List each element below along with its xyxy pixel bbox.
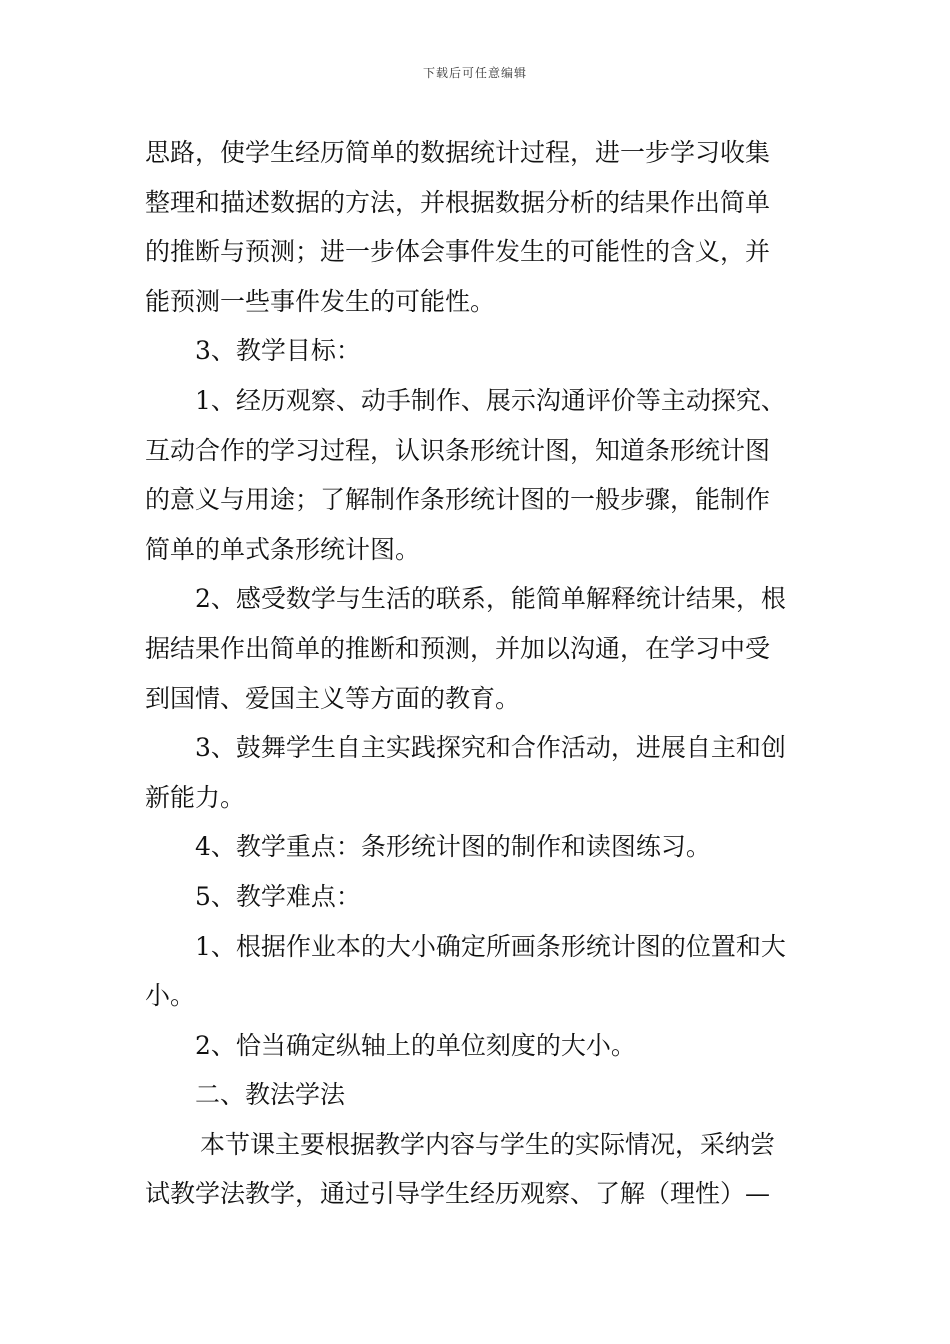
text-line: 互动合作的学习过程，认识条形统计图，知道条形统计图 bbox=[145, 435, 771, 465]
section-heading: 3、教学目标： bbox=[195, 336, 361, 366]
text-line: 2、恰当确定纵轴上的单位刻度的大小。 bbox=[195, 1030, 636, 1060]
text-line: 思路，使学生经历简单的数据统计过程，进一步学习收集 bbox=[145, 138, 771, 167]
text-line: 的推断与预测；进一步体会事件发生的可能性的含义，并 bbox=[145, 237, 771, 267]
text-line: 1、经历观察、动手制作、展示沟通评价等主动探究、 bbox=[195, 385, 786, 415]
text-line: 新能力。 bbox=[145, 782, 246, 812]
section-heading: 4、教学重点：条形统计图的制作和读图练习。 bbox=[195, 832, 711, 862]
text-line: 2、感受数学与生活的联系，能简单解释统计结果，根 bbox=[195, 584, 786, 614]
text-line: 试教学法教学，通过引导学生经历观察、了解（理性）— bbox=[145, 1179, 771, 1209]
section-heading: 二、教法学法 bbox=[195, 1080, 346, 1110]
document-body bbox=[145, 128, 810, 1219]
section-heading: 5、教学难点： bbox=[195, 881, 361, 911]
text-line: 整理和描述数据的方法，并根据数据分析的结果作出简单 bbox=[145, 187, 771, 217]
text-line: 能预测一些事件发生的可能性。 bbox=[145, 286, 496, 316]
text-line: 据结果作出简单的推断和预测，并加以沟通，在学习中受 bbox=[145, 633, 771, 663]
text-line: 到国情、爱国主义等方面的教育。 bbox=[145, 683, 521, 713]
text-line: 本节课主要根据教学内容与学生的实际情况，采纳尝 bbox=[200, 1129, 776, 1159]
text-line: 1、根据作业本的大小确定所画条形统计图的位置和大 bbox=[195, 931, 786, 961]
text-line: 简单的单式条形统计图。 bbox=[145, 534, 421, 564]
text-line: 的意义与用途；了解制作条形统计图的一般步骤，能制作 bbox=[145, 485, 771, 515]
text-line: 小。 bbox=[145, 981, 196, 1011]
text-line: 3、鼓舞学生自主实践探究和合作活动，进展自主和创 bbox=[195, 733, 786, 763]
page-header: 下载后可任意编辑 bbox=[422, 66, 527, 80]
